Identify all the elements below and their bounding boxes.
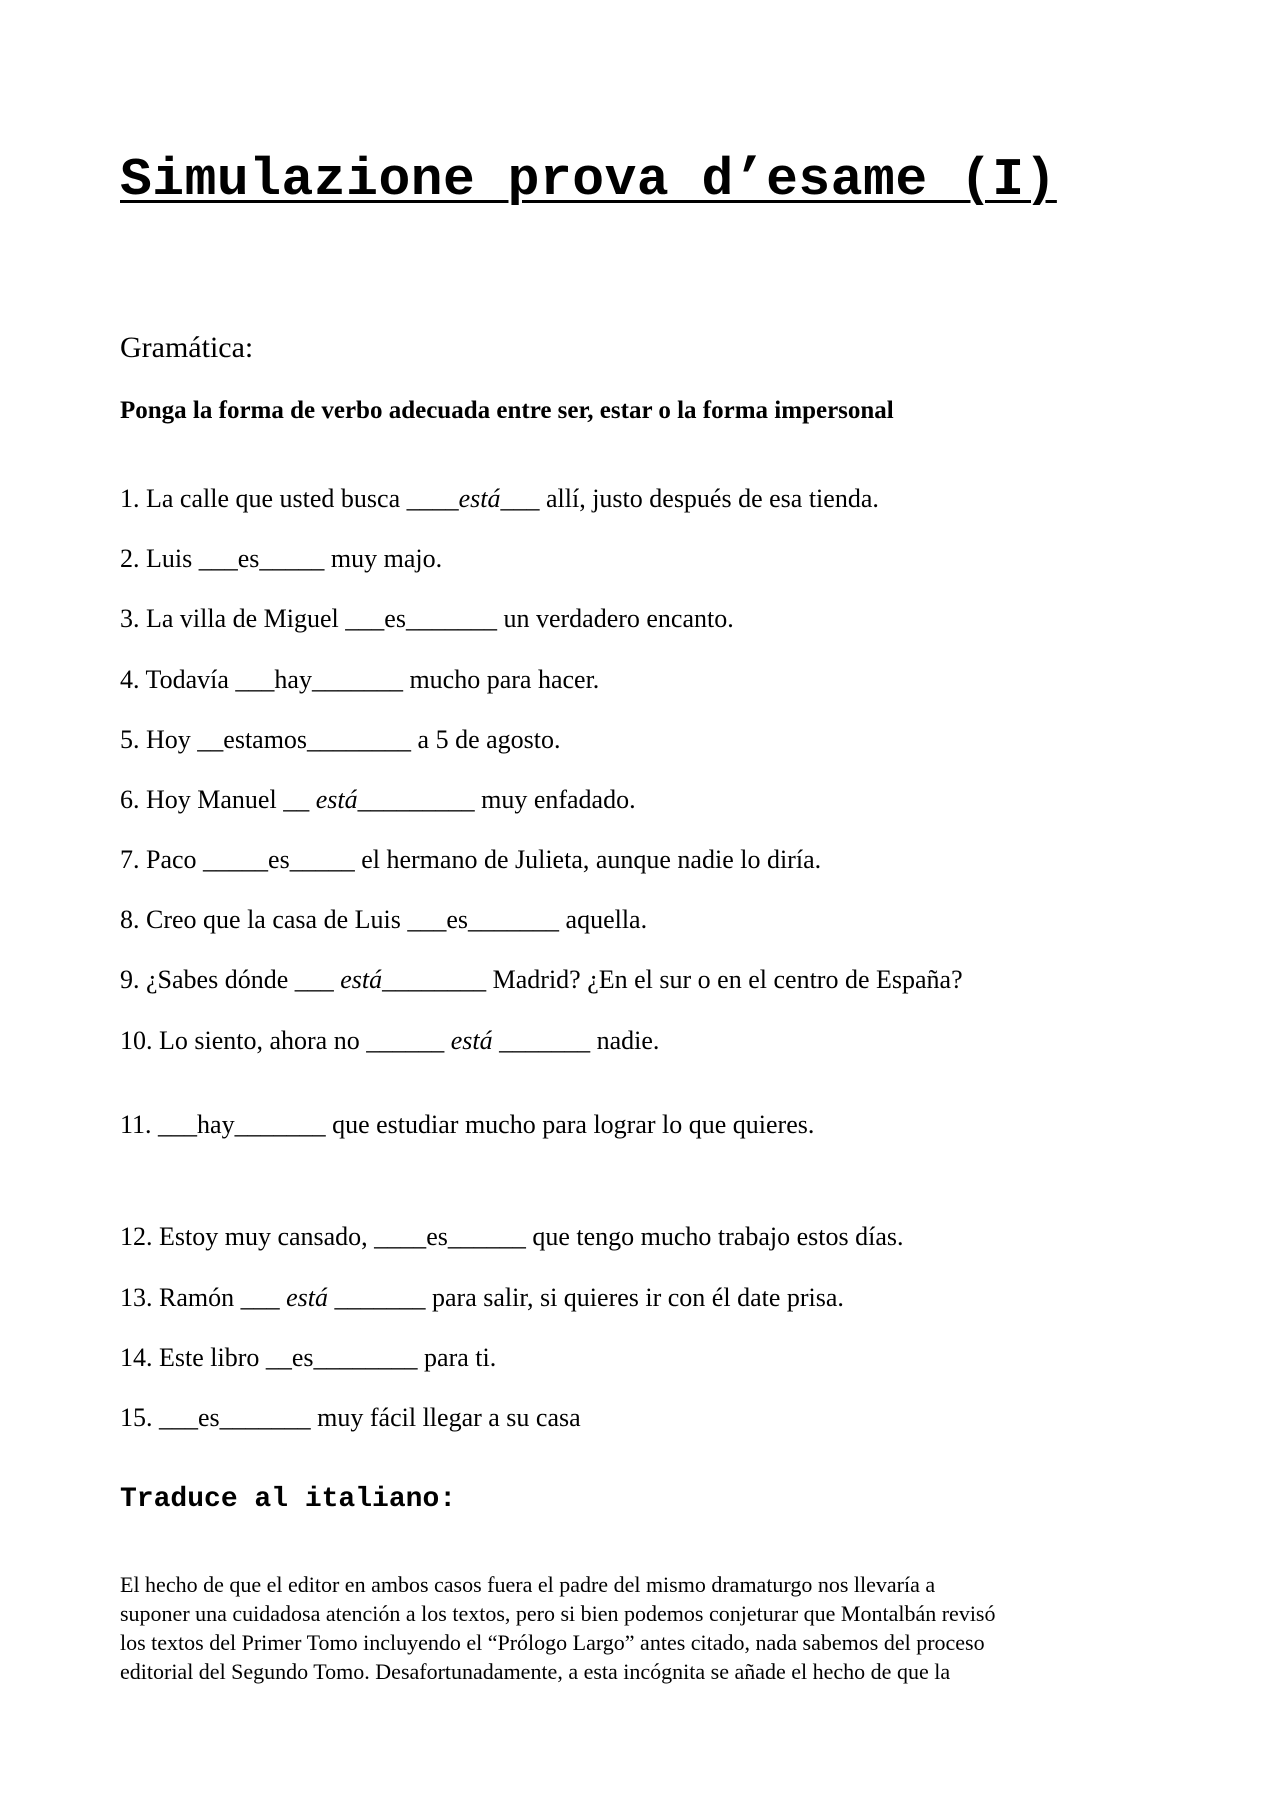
exercise-text-after: _______ un verdadero encanto.: [405, 604, 734, 633]
exercise-text-after: ___ allí, justo después de esa tienda.: [500, 484, 879, 513]
exercise-text-after: ________ Madrid? ¿En el sur o en el centro de España?: [382, 965, 963, 994]
exercise-text-before: Ramón ___: [159, 1283, 287, 1312]
exercise-answer: hay: [197, 1110, 235, 1139]
exercise-text-after: _______ aquella.: [468, 905, 648, 934]
exercise-item-12: [120, 1222, 904, 1252]
exercise-text-before: Todavía ___: [145, 665, 275, 694]
exercise-text-before: La villa de Miguel ___: [146, 604, 385, 633]
exercise-answer: es: [198, 1403, 220, 1432]
exercise-text-before: Creo que la casa de Luis ___: [146, 905, 447, 934]
exercise-answer: hay: [274, 665, 312, 694]
exercise-text-before: ___: [159, 1403, 198, 1432]
exercise-answer: es: [426, 1222, 448, 1251]
exercise-item-2: [120, 544, 442, 574]
exercise-text-after: _____ el hermano de Julieta, aunque nadie lo diría.: [289, 845, 822, 874]
exercise-answer: estamos: [223, 725, 308, 754]
exercise-item-8: [120, 905, 647, 935]
exercise-text-before: Hoy __: [146, 725, 224, 754]
exercise-number: 12.: [120, 1222, 153, 1251]
exercise-text-after: _______ para salir, si quieres ir con él date prisa.: [328, 1283, 844, 1312]
exercise-answer: está: [450, 1026, 493, 1055]
page-title: Simulazione prova d’esame (I): [120, 150, 1057, 210]
exercise-answer: está: [340, 965, 383, 994]
passage-line: suponer una cuidadosa atención a los textos, pero si bien podemos conjeturar que Montalbán revisó: [120, 1601, 996, 1626]
exercise-number: 10.: [120, 1026, 153, 1055]
exercise-text-after: _______ que estudiar mucho para lograr lo que quieres.: [234, 1110, 815, 1139]
exercise-text-before: Hoy Manuel __: [146, 785, 316, 814]
passage-line: los textos del Primer Tomo incluyendo el “Prólogo Largo” antes citado, nada sabemos del proceso: [120, 1630, 985, 1655]
exercise-text-before: Este libro __: [159, 1343, 292, 1372]
exercise-answer: está: [286, 1283, 328, 1312]
exercise-item-14: [120, 1343, 496, 1373]
exercise-number: 3.: [120, 604, 140, 633]
exercise-item-7: [120, 845, 821, 875]
exercise-text-after: ________ a 5 de agosto.: [307, 725, 561, 754]
exercise-text-before: La calle que usted busca ____: [146, 484, 459, 513]
exercise-number: 13.: [120, 1283, 153, 1312]
exercise-number: 2.: [120, 544, 140, 573]
exercise-answer: es: [446, 905, 469, 934]
exercise-item-5: [120, 725, 561, 755]
exercise-text-after: _________ muy enfadado.: [357, 785, 636, 814]
exercise-answer: está: [315, 785, 358, 814]
exercise-answer: es: [268, 845, 290, 874]
exercise-answer: es: [384, 604, 406, 633]
exercise-item-9: [120, 965, 963, 995]
exercise-number: 4.: [120, 665, 140, 694]
exercise-number: 5.: [120, 725, 140, 754]
exercise-answer: es: [291, 1343, 314, 1372]
exercise-item-13: [120, 1283, 844, 1313]
translation-heading: Traduce al italiano:: [120, 1484, 457, 1515]
section-label-grammar: Gramática:: [120, 331, 254, 364]
exercise-text-after: _______ muy fácil llegar a su casa: [219, 1403, 581, 1432]
exercise-text-before: Luis ___: [146, 544, 238, 573]
exercise-number: 9.: [120, 965, 140, 994]
exercise-number: 7.: [120, 845, 140, 874]
exercise-text-after: _______ mucho para hacer.: [311, 665, 600, 694]
exercise-item-6: [120, 785, 636, 815]
passage-line: El hecho de que el editor en ambos casos fuera el padre del mismo dramaturgo nos llevaría a: [120, 1572, 936, 1597]
exercise-text-before: Paco _____: [146, 845, 269, 874]
exercise-number: 15.: [120, 1403, 153, 1432]
exercise-number: 14.: [120, 1343, 153, 1372]
exercise-number: 6.: [120, 785, 140, 814]
exercise-text-after: _______ nadie.: [492, 1026, 660, 1055]
exercise-text-before: Estoy muy cansado, ____: [159, 1222, 427, 1251]
exercise-text-before: ___: [158, 1110, 198, 1139]
exercise-item-10: [120, 1026, 659, 1056]
exercise-number: 1.: [120, 484, 140, 513]
exercise-answer: está: [458, 484, 501, 513]
translation-passage: [120, 1570, 996, 1686]
exercise-item-11: [120, 1110, 814, 1140]
exercise-text-after: ________ para ti.: [313, 1343, 497, 1372]
exercise-item-1: [120, 484, 879, 514]
exercise-text-after: _____ muy majo.: [259, 544, 443, 573]
exercise-instruction: Ponga la forma de verbo adecuada entre ser, estar o la forma impersonal: [120, 397, 894, 424]
exercise-number: 11.: [120, 1110, 152, 1139]
exercise-text-after: ______ que tengo mucho trabajo estos días.: [447, 1222, 904, 1251]
exercise-text-before: ¿Sabes dónde ___: [146, 965, 341, 994]
exercise-item-3: [120, 604, 734, 634]
exercise-item-4: [120, 665, 599, 695]
exercise-answer: es: [237, 544, 260, 573]
exercise-text-before: Lo siento, ahora no ______: [159, 1026, 451, 1055]
exercise-number: 8.: [120, 905, 140, 934]
exercise-item-15: [120, 1403, 581, 1433]
passage-line: editorial del Segundo Tomo. Desafortunadamente, a esta incógnita se añade el hecho de que la: [120, 1659, 951, 1684]
